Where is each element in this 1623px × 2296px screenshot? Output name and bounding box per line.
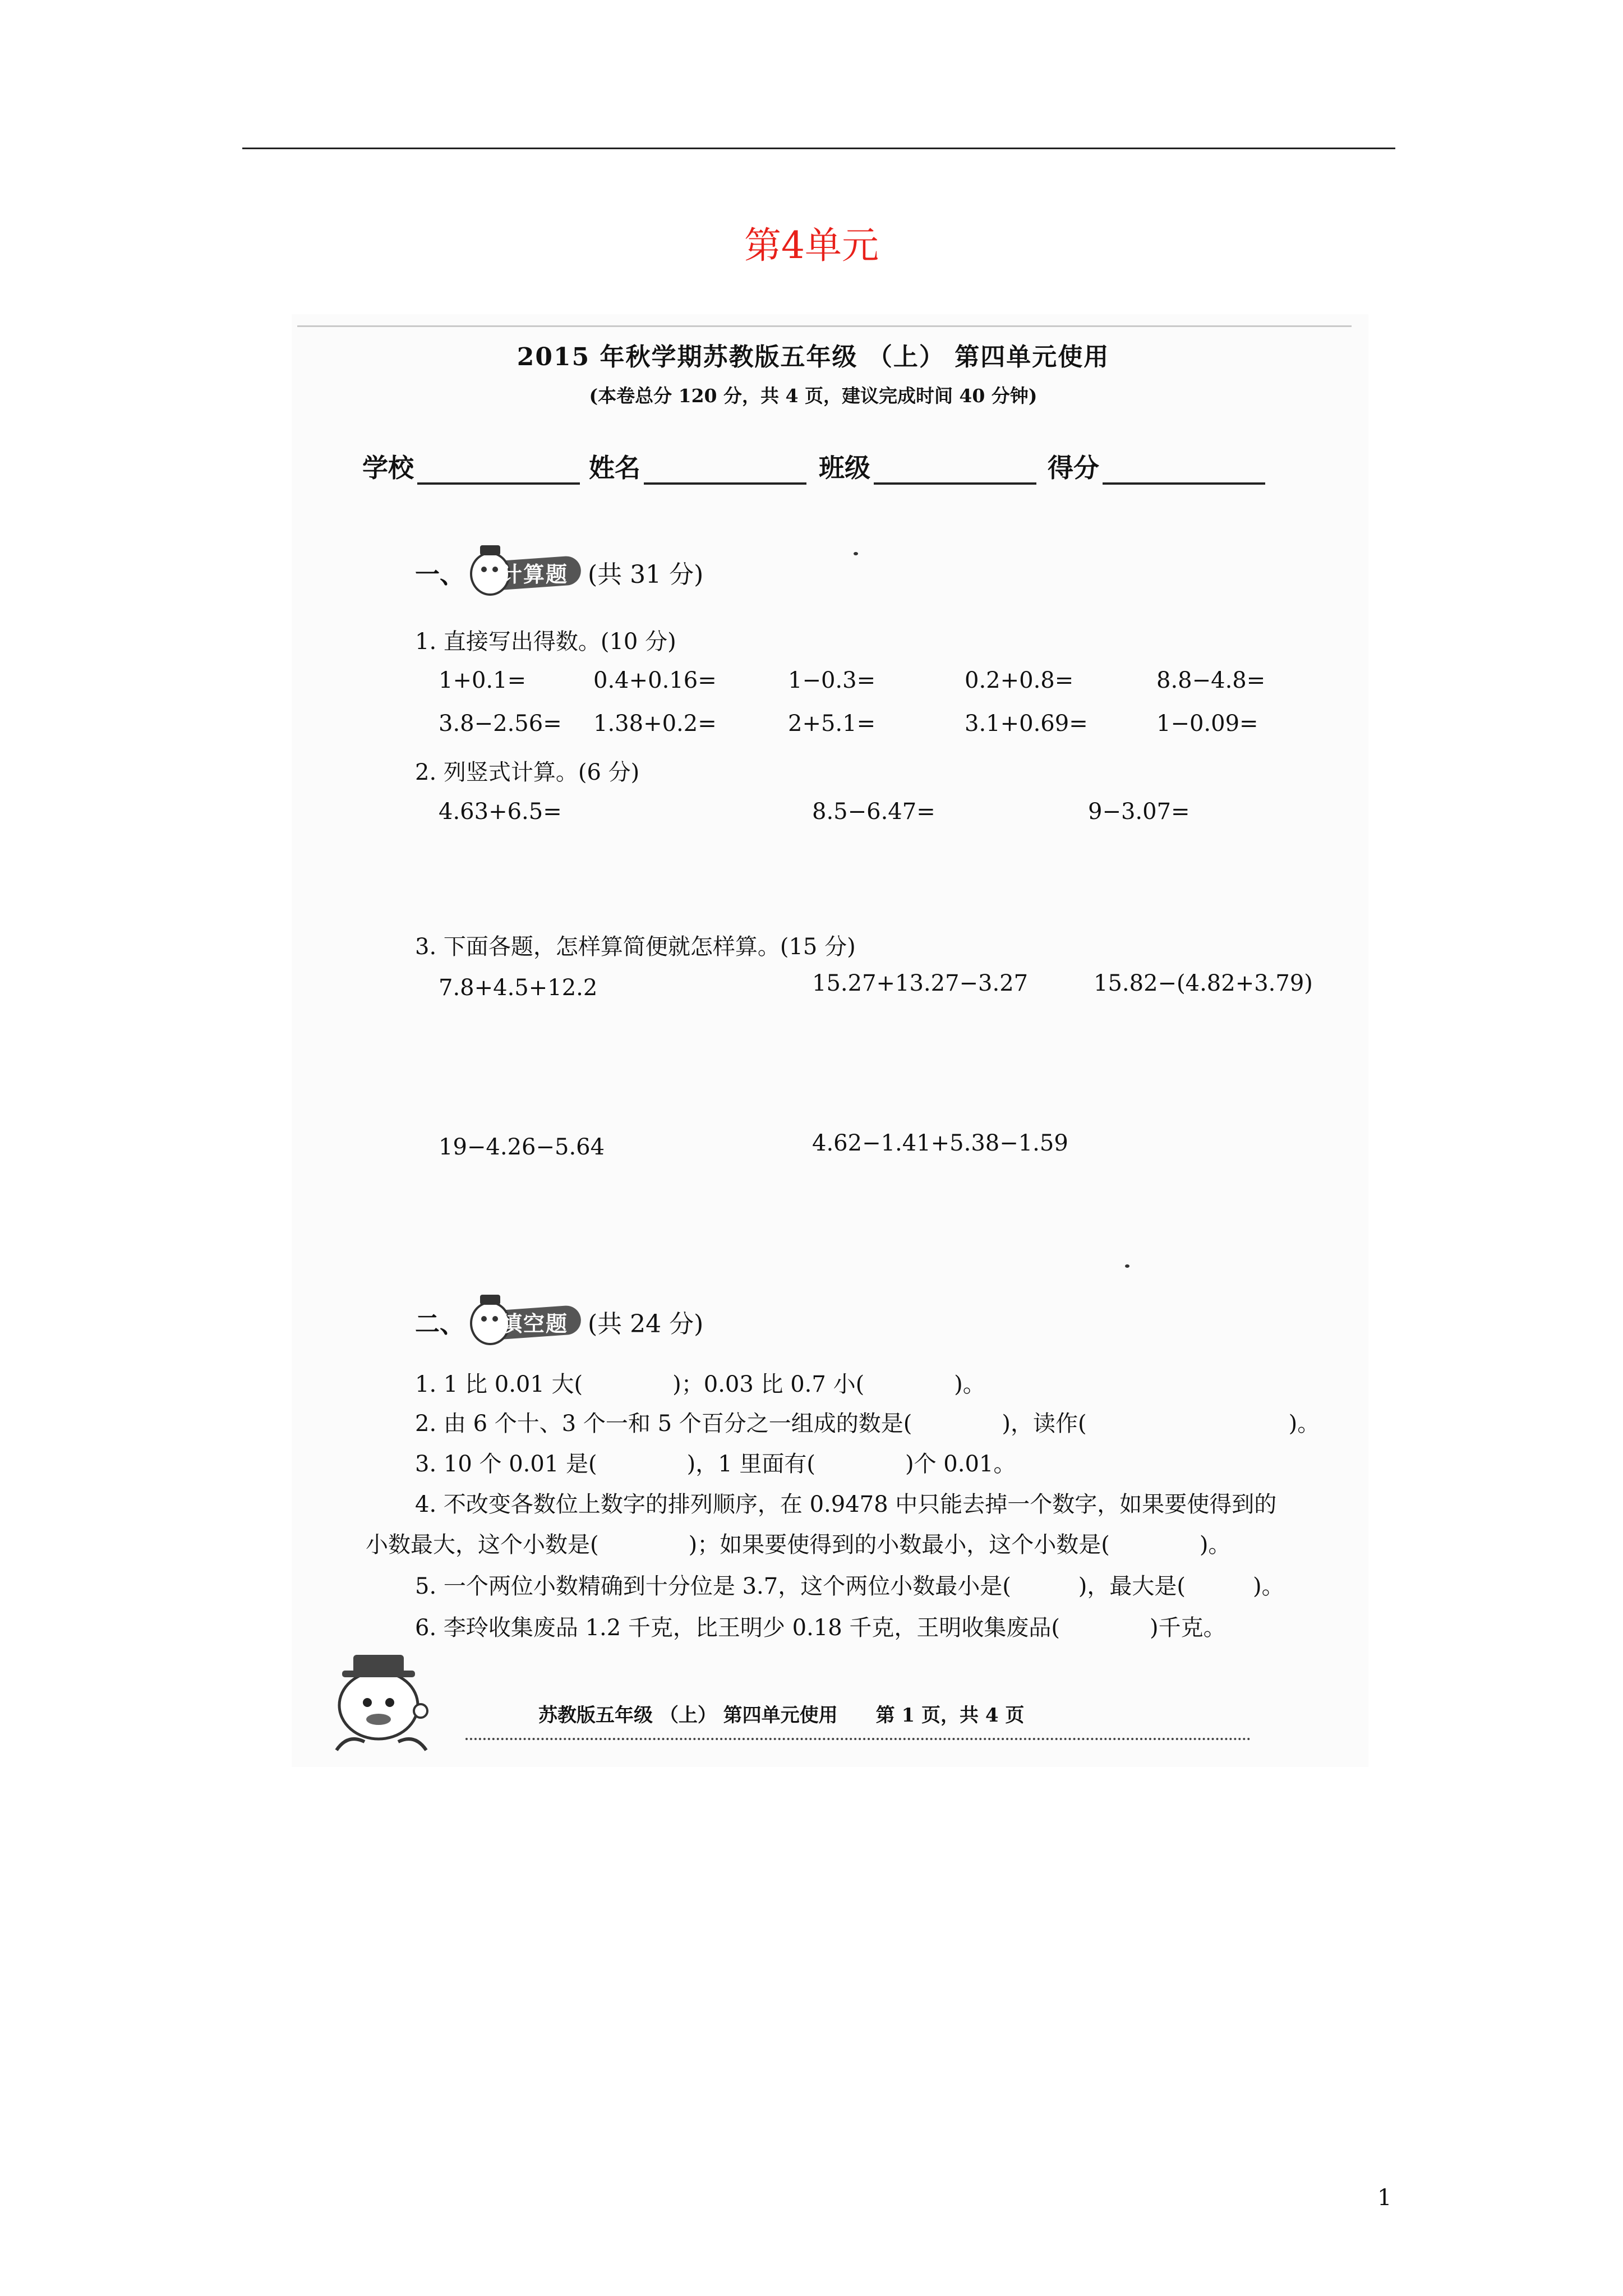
scan-speck (854, 552, 858, 555)
blank-line[interactable] (1103, 457, 1265, 485)
exam-title: 2015 年秋学期苏教版五年级 （上） 第四单元使用 (517, 343, 1110, 371)
fill-question: 2. 由 6 个十、3 个一和 5 个百分之一组成的数是( )，读作( )。 (415, 1411, 1320, 1437)
section-1-header (415, 550, 703, 595)
q1-expr: 3.8−2.56= (439, 711, 562, 737)
fill-question: 1. 1 比 0.01 大( )；0.03 比 0.7 小( )。 (415, 1372, 985, 1397)
fill-question: 6. 李玲收集废品 1.2 千克，比王明少 0.18 千克，王明收集废品( )千克。 (415, 1615, 1226, 1641)
footer-dotted-line (465, 1738, 1251, 1742)
fill-question: 5. 一个两位小数精确到十分位是 3.7，这个两位小数最小是( )，最大是( )。 (415, 1573, 1284, 1599)
hat-icon (480, 1295, 500, 1305)
scan-speck (1125, 1264, 1129, 1268)
info-field-score[interactable] (1048, 448, 1265, 485)
q3-expr: 15.82−(4.82+3.79) (1094, 970, 1313, 996)
info-label: 姓名 (589, 453, 640, 483)
q1-expr: 0.2+0.8= (965, 668, 1074, 693)
q1-title: 1. 直接写出得数。(10 分) (415, 629, 676, 655)
section-points: (共 24 分) (588, 1310, 704, 1338)
q1-expr: 8.8−4.8= (1156, 668, 1266, 693)
unit-title: 第4单元 (744, 224, 879, 267)
info-label: 得分 (1048, 453, 1099, 483)
exam-subtitle: (本卷总分 120 分，共 4 页，建议完成时间 40 分钟) (589, 385, 1038, 407)
section-badge (470, 550, 582, 595)
q3-expr: 15.27+13.27−3.27 (812, 970, 1029, 996)
q1-expr: 2+5.1= (788, 711, 876, 737)
blank-line[interactable] (874, 457, 1036, 485)
scan-top-line (297, 325, 1352, 327)
section-badge (470, 1299, 582, 1344)
info-field-school[interactable] (362, 448, 580, 485)
q3-title: 3. 下面各题，怎样算简便就怎样算。(15 分) (415, 934, 856, 960)
blank-line[interactable] (417, 457, 580, 485)
blank-line[interactable] (644, 457, 806, 485)
info-label: 学校 (362, 453, 414, 483)
q1-expr: 3.1+0.69= (965, 711, 1088, 737)
page-number: 1 (1377, 2185, 1392, 2211)
top-rule (242, 148, 1395, 149)
q3-expr: 4.62−1.41+5.38−1.59 (812, 1130, 1068, 1156)
q2-expr: 8.5−6.47= (812, 799, 935, 825)
section-number: 一、 (415, 560, 464, 589)
q1-expr: 1−0.3= (788, 668, 876, 693)
section-number: 二、 (415, 1310, 464, 1338)
exam-footer: 苏教版五年级 （上） 第四单元使用 第 1 页，共 4 页 (538, 1704, 1025, 1727)
q1-expr: 0.4+0.16= (593, 668, 717, 693)
q2-title: 2. 列竖式计算。(6 分) (415, 760, 640, 785)
info-field-class[interactable] (819, 448, 1036, 485)
q3-expr: 19−4.26−5.64 (439, 1134, 605, 1160)
hat-icon (480, 545, 500, 555)
q1-expr: 1+0.1= (439, 668, 527, 693)
info-field-name[interactable] (589, 448, 806, 485)
badge-label: 计算题 (500, 561, 568, 587)
badge-label: 填空题 (500, 1310, 568, 1336)
q3-expr: 7.8+4.5+12.2 (439, 975, 598, 1001)
mascot-illustration (314, 1644, 443, 1761)
section-points: (共 31 分) (588, 560, 704, 589)
section-2-header (415, 1299, 703, 1344)
fill-question: 3. 10 个 0.01 是( )，1 里面有( )个 0.01。 (415, 1451, 1016, 1477)
q1-expr: 1−0.09= (1156, 711, 1258, 737)
q2-expr: 4.63+6.5= (439, 799, 562, 825)
q1-expr: 1.38+0.2= (593, 711, 717, 737)
fill-question: 4. 不改变各数位上数字的排列顺序，在 0.9478 中只能去掉一个数字，如果要使得到的 (415, 1492, 1277, 1517)
fill-question-continued: 小数最大，这个小数是( )；如果要使得到的小数最小，这个小数是( )。 (366, 1532, 1231, 1558)
info-label: 班级 (819, 453, 870, 483)
q2-expr: 9−3.07= (1088, 799, 1190, 825)
